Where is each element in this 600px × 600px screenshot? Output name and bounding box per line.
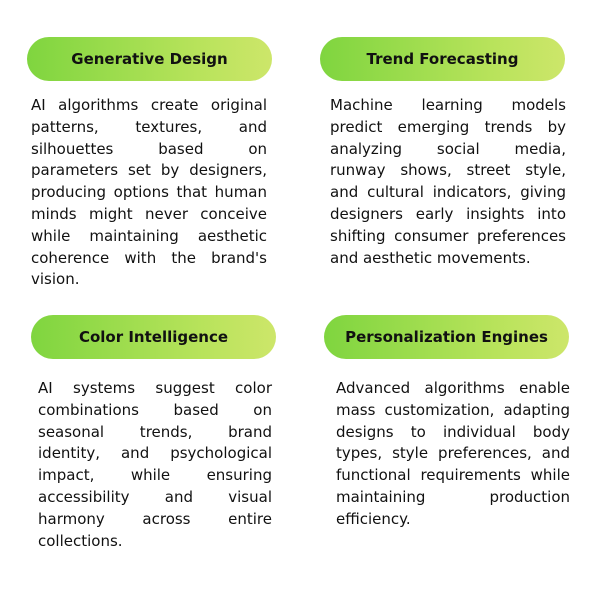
card-title-pill bbox=[27, 37, 272, 81]
card-title: Personalization Engines bbox=[345, 328, 548, 346]
card-description: AI algorithms create original patterns, textures, and silhouettes based on parameters set by designers, producing options that human minds might never conceive while maintaining aesthetic coherence with the brand's vision. bbox=[31, 96, 267, 289]
card-title-pill bbox=[320, 37, 565, 81]
card-generative-design bbox=[27, 37, 272, 291]
card-title: Trend Forecasting bbox=[366, 50, 519, 68]
card-title-pill bbox=[324, 315, 569, 359]
card-title: Generative Design bbox=[71, 50, 228, 68]
card-personalization-engines bbox=[324, 315, 570, 531]
card-color-intelligence bbox=[31, 315, 276, 552]
card-description: AI systems suggest color combinations based on seasonal trends, brand identity, and psychological impact, while ensuring accessibility and visual harmony across entire collections. bbox=[38, 379, 272, 550]
card-title-pill bbox=[31, 315, 276, 359]
card-description: Machine learning models predict emerging trends by analyzing social media, runway shows, street style, and cultural indicators, giving designers early insights into shifting consumer preferences and aesthetic movements. bbox=[330, 96, 566, 267]
card-trend-forecasting bbox=[320, 37, 566, 269]
card-description: Advanced algorithms enable mass customization, adapting designs to individual body types, style preferences, and functional requirements while maintaining production efficiency. bbox=[336, 379, 570, 528]
card-title: Color Intelligence bbox=[78, 328, 229, 346]
